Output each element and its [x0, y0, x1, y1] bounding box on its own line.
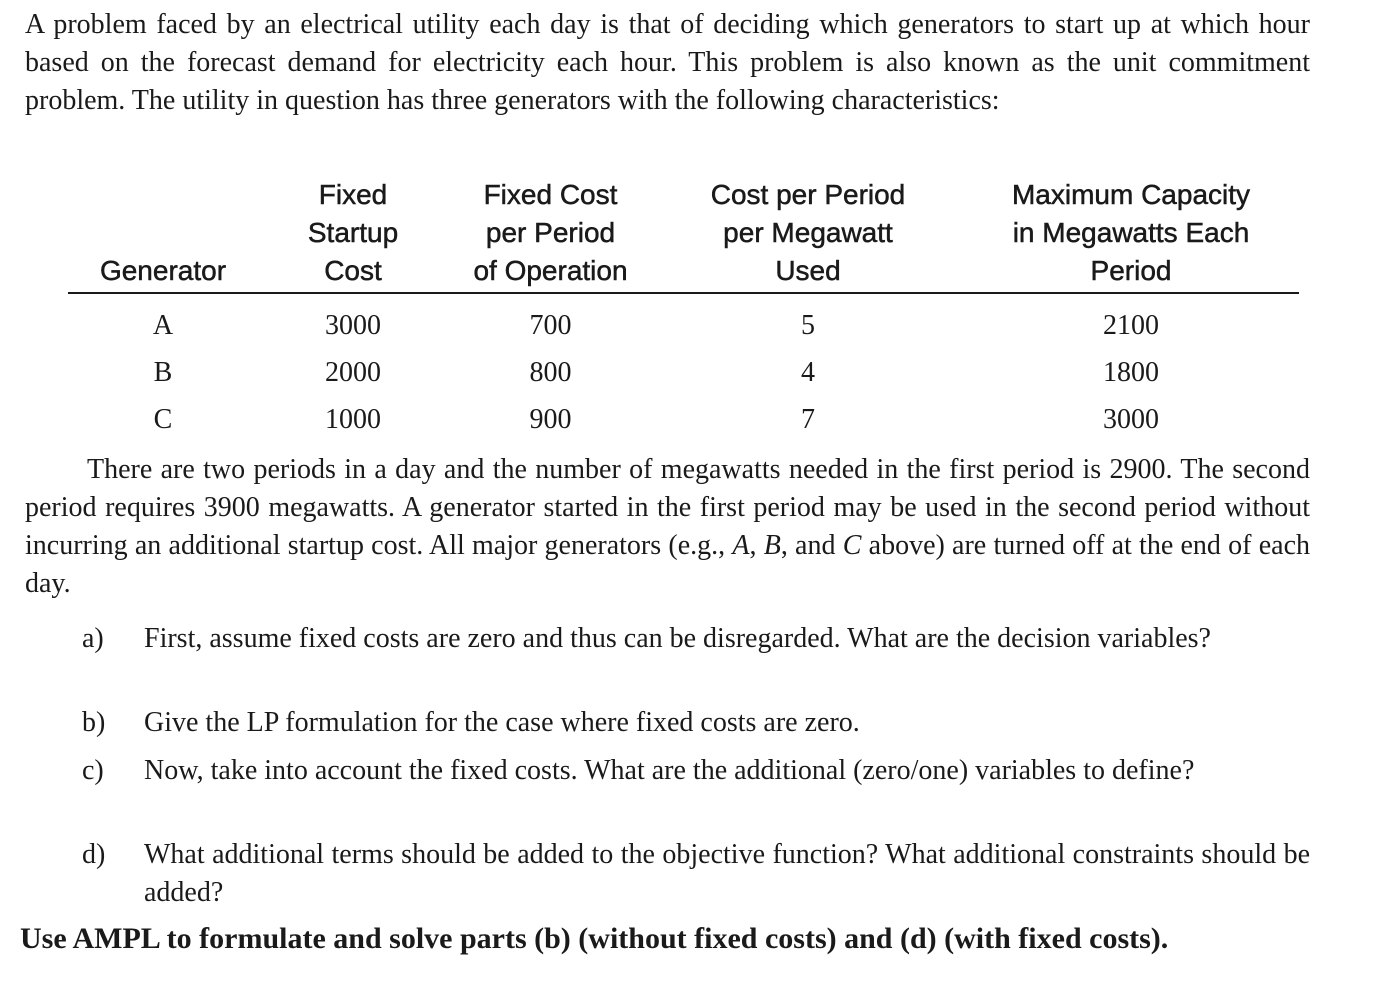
cell-cost-per-mw: 7: [801, 403, 815, 435]
header-line: in Megawatts Each: [1012, 217, 1250, 248]
para-text: above) are turned off at the end of each day.: [25, 530, 1310, 599]
cell-generator: B: [153, 356, 173, 388]
para-text: ,: [749, 530, 764, 561]
para-text: There are two periods in a day and the number of megawatts needed in the first period is 2900. The second period requires 3900 megawatts. A generator started in the first period may be used in the second period without incurring an additional startup cost. All major generators (e.g.,: [25, 454, 1310, 561]
generator-table: [68, 176, 1299, 443]
header-line: Cost per Period: [710, 179, 906, 210]
question-c: [82, 752, 1310, 790]
header-generator: [68, 176, 258, 293]
header-line: Period: [1090, 255, 1172, 286]
header-maximum-capacity: [963, 176, 1299, 293]
generator-name: B: [763, 530, 781, 561]
header-line: of Operation: [473, 255, 628, 286]
cell-generator: C: [153, 403, 173, 435]
cell-max-capacity: 3000: [1103, 403, 1159, 435]
question-label: b): [82, 707, 106, 738]
cell-cost-per-mw: 4: [801, 356, 815, 388]
question-text: Give the LP formulation for the case where fixed costs are zero.: [144, 707, 860, 738]
question-label: c): [82, 755, 104, 786]
question-label: a): [82, 623, 104, 654]
cell-fixed-cost: 900: [529, 403, 572, 435]
cell-generator: A: [152, 309, 174, 341]
question-b: [82, 704, 1310, 742]
header-line: per Megawatt: [723, 217, 893, 248]
question-text: First, assume fixed costs are zero and thus can be disregarded. What are the decision variables?: [144, 623, 1211, 654]
table-row: [68, 293, 1299, 349]
table-header: [68, 176, 1299, 293]
cell-cost-per-mw: 5: [801, 309, 815, 341]
question-a: [82, 620, 1310, 658]
cell-max-capacity: 2100: [1103, 309, 1159, 341]
header-line: Generator: [99, 255, 227, 286]
question-text: What additional terms should be added to the objective function? What additional constraints should be added?: [144, 839, 1310, 908]
question-text: Now, take into account the fixed costs. What are the additional (zero/one) variables to define?: [144, 755, 1195, 786]
cell-startup-cost: 1000: [325, 403, 381, 435]
table-row: [68, 349, 1299, 396]
table-row: [68, 396, 1299, 443]
periods-paragraph: [25, 451, 1310, 603]
para-text: , and: [780, 530, 843, 561]
header-line: Startup: [307, 217, 399, 248]
header-line: Fixed Cost: [483, 179, 618, 210]
cell-fixed-cost: 800: [529, 356, 572, 388]
header-fixed-cost-per-period: [448, 176, 653, 293]
question-d: [82, 836, 1310, 912]
header-line: Maximum Capacity: [1011, 179, 1251, 210]
header-fixed-startup-cost: [258, 176, 448, 293]
cell-fixed-cost: 700: [529, 309, 572, 341]
cell-startup-cost: 3000: [325, 309, 381, 341]
cell-max-capacity: 1800: [1103, 356, 1159, 388]
generator-name: A: [732, 530, 750, 561]
header-line: Cost: [324, 255, 382, 286]
cell-startup-cost: 2000: [325, 356, 381, 388]
header-cost-per-megawatt: [653, 176, 963, 293]
generator-name: C: [842, 530, 862, 561]
header-line: per Period: [485, 217, 616, 248]
header-line: Used: [775, 255, 841, 286]
ampl-instruction: Use AMPL to formulate and solve parts (b) (without fixed costs) and (d) (with fixed costs).: [20, 922, 1169, 955]
intro-paragraph: A problem faced by an electrical utility each day is that of deciding which generators to start up at which hour based on the forecast demand for electricity each hour. This problem is also known as the unit commitment problem. The utility in question has three generators with the following characteristics:: [25, 9, 1310, 116]
header-line: Fixed: [318, 179, 388, 210]
question-label: d): [82, 839, 106, 870]
